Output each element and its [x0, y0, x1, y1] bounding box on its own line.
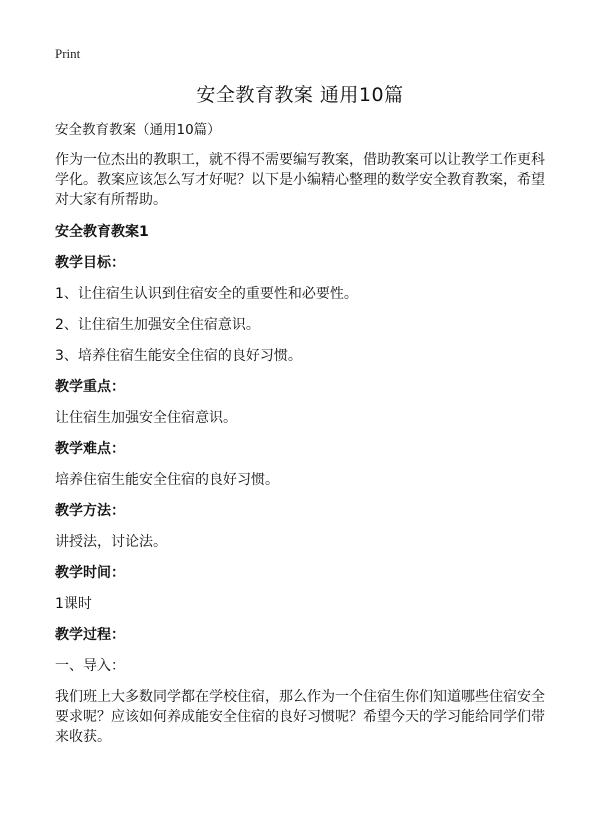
process-text: 我们班上大多数同学都在学校住宿，那么作为一个住宿生你们知道哪些住宿安全要求呢？应该如何养成能安全住宿的良好习惯呢？希望今天的学习能给同学们带来收获。 — [55, 689, 545, 745]
time-heading: 教学时间： — [55, 565, 125, 581]
key-points-text: 让住宿生加强安全住宿意识。 — [55, 410, 237, 426]
process-heading: 教学过程： — [55, 627, 125, 643]
objective-item: 2、让住宿生加强安全住宿意识。 — [55, 317, 260, 333]
print-link[interactable]: Print — [55, 46, 81, 61]
process-step: 一、导入： — [55, 658, 125, 674]
difficulties-text: 培养住宿生能安全住宿的良好习惯。 — [55, 472, 279, 488]
time-text: 1课时 — [55, 596, 92, 612]
section-title: 安全教育教案1 — [55, 224, 149, 240]
objective-item: 1、让住宿生认识到住宿安全的重要性和必要性。 — [55, 286, 358, 302]
intro-paragraph: 作为一位杰出的教职工，就不得不需要编写教案，借助教案可以让教学工作更科学化。教案应该怎么写才好呢？以下是小编精心整理的数学安全教育教案，希望对大家有所帮助。 — [55, 152, 545, 208]
document-subtitle: 安全教育教案（通用10篇） — [55, 122, 221, 138]
document-title: 安全教育教案 通用10篇 — [196, 84, 404, 106]
document-body — [55, 120, 555, 759]
objectives-heading: 教学目标： — [55, 255, 125, 271]
difficulties-heading: 教学难点： — [55, 441, 125, 457]
methods-heading: 教学方法： — [55, 503, 125, 519]
objective-item: 3、培养住宿生能安全住宿的良好习惯。 — [55, 348, 302, 364]
key-points-heading: 教学重点： — [55, 379, 125, 395]
methods-text: 讲授法，讨论法。 — [55, 534, 167, 550]
